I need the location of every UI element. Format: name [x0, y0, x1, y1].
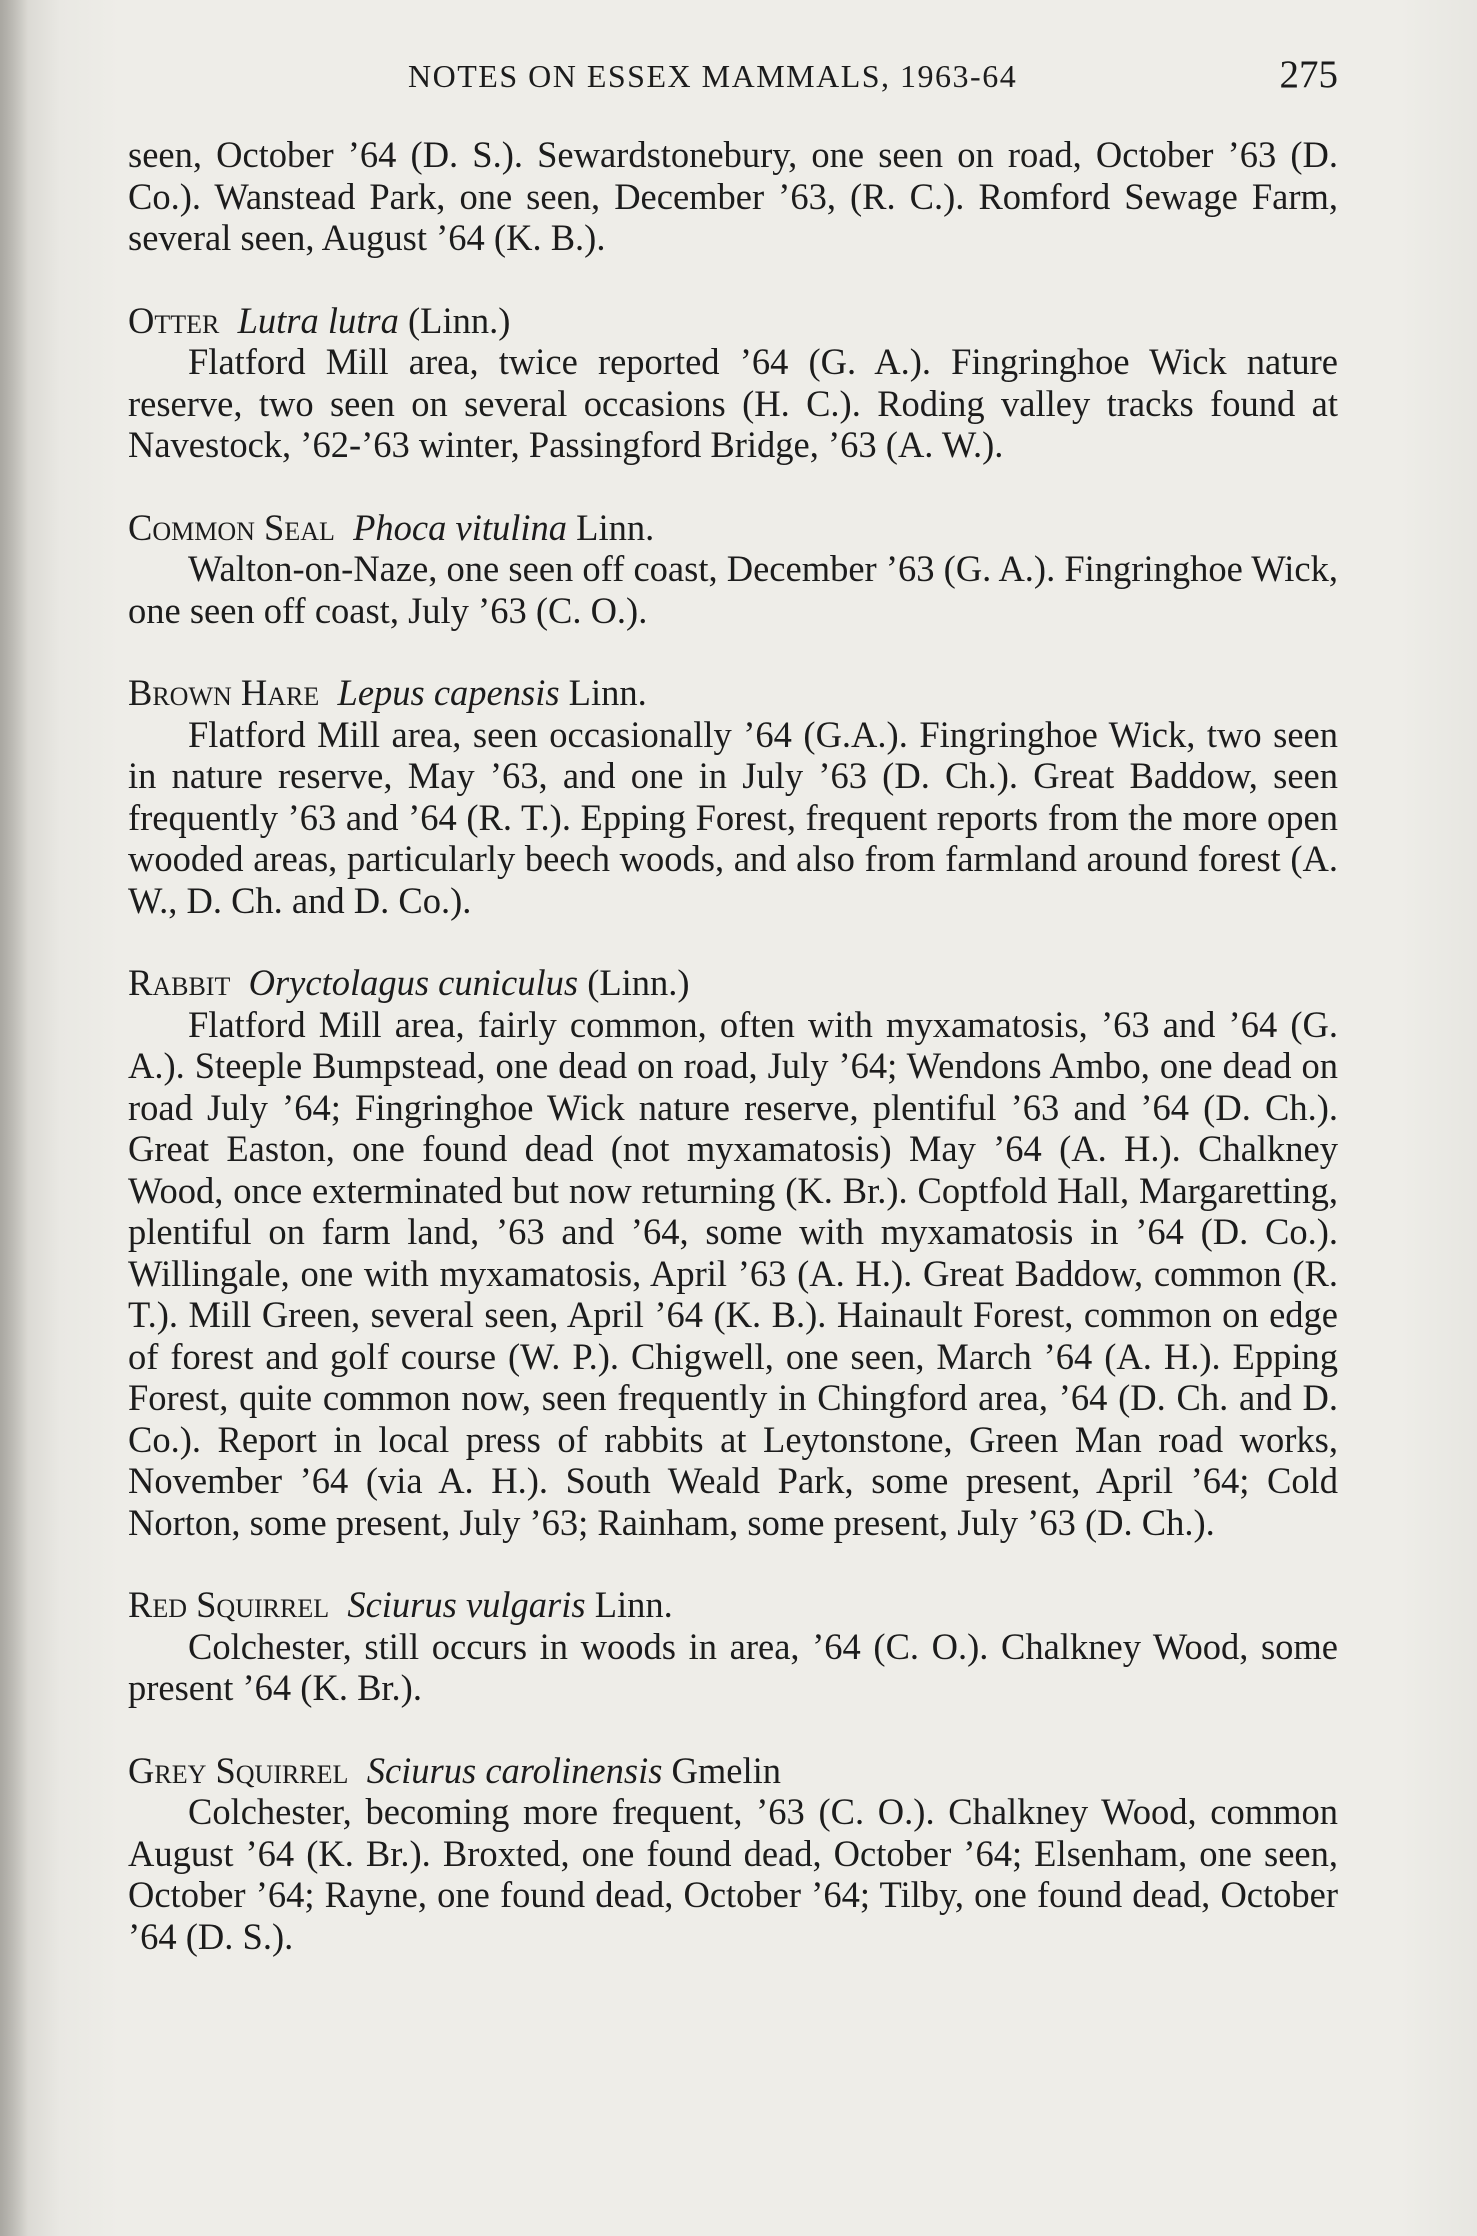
species-text: Colchester, still occurs in woods in area, ’64 (C. O.). Chalkney Wood, some present ’64 (K. Br.). — [128, 1625, 1338, 1708]
authority: (Linn.) — [408, 299, 511, 341]
species-entry-rabbit — [128, 962, 1338, 1543]
latin-name: Phoca vitulina — [353, 506, 568, 548]
page-header — [128, 52, 1338, 112]
latin-name: Oryctolagus cuniculus — [248, 962, 579, 1003]
species-text: Flatford Mill area, twice reported ’64 (G. A.). Fingringhoe Wick nature reserve, two seen on several occasions (H. C.). Roding valley tracks found at Navestock, ’62-’63 winter, Passingford Bridge, ’63 (A. W.). — [128, 341, 1338, 465]
latin-name: Lutra lutra — [237, 299, 399, 341]
species-entry-brown-hare — [128, 672, 1338, 921]
authority: Gmelin — [671, 1749, 782, 1791]
binding-shadow — [0, 0, 28, 2236]
species-heading — [128, 1584, 1338, 1626]
latin-name: Lepus capensis — [337, 672, 560, 713]
authority: Linn. — [576, 506, 655, 548]
common-name: Common Seal — [128, 506, 335, 548]
species-heading — [128, 507, 1338, 549]
page-content — [128, 134, 1338, 1957]
authority: Linn. — [568, 672, 647, 713]
latin-name: Sciurus carolinensis — [366, 1749, 663, 1791]
species-text: Walton-on-Naze, one seen off coast, December ’63 (G. A.). Fingringhoe Wick, one seen off coast, July ’63 (C. O.). — [128, 548, 1338, 631]
species-entry-red-squirrel — [128, 1584, 1338, 1709]
species-entry-grey-squirrel — [128, 1750, 1338, 1958]
latin-name: Sciurus vulgaris — [347, 1584, 586, 1625]
common-name: Rabbit — [128, 962, 231, 1003]
authority: Linn. — [594, 1584, 673, 1625]
continuation-paragraph: seen, October ’64 (D. S.). Sewardstonebury, one seen on road, October ’63 (D. Co.). Wanstead Park, one seen, December ’63, (R. C.). Romford Sewage Farm, several seen, August ’64 (K. B.). — [128, 134, 1338, 258]
species-heading — [128, 962, 1338, 1004]
species-heading — [128, 300, 1338, 342]
species-heading — [128, 672, 1338, 714]
authority: (Linn.) — [587, 962, 690, 1003]
common-name: Grey Squirrel — [128, 1749, 349, 1791]
common-name: Red Squirrel — [128, 1584, 330, 1625]
species-text: Flatford Mill area, fairly common, often with myxamatosis, ’63 and ’64 (G. A.). Steeple Bumpstead, one dead on road, July ’64; Wendons Ambo, one dead on road July ’64; Fingringhoe Wick nature reserve, plentiful ’63 and ’64 (D. Ch.). Great Easton, one found dead (not myxamatosis) May ’64 (A. H.). Chalkney Wood, once exterminated but now returning (K. Br.). Coptfold Hall, Margaretting, plentiful on farm land, ’63 and ’64, some with myxamatosis in ’64 (D. Co.). Willingale, one with myxamatosis, April ’63 (A. H.). Great Baddow, common (R. T.). Mill Green, several seen, April ’64 (K. B.). Hainault Forest, common on edge of forest and golf course (W. P.). Chigwell, one seen, March ’64 (A. H.). Epping Forest, quite common now, seen frequently in Chingford area, ’64 (D. Ch. and D. Co.). Report in local press of rabbits at Leytonstone, Green Man road works, November ’64 (via A. H.). South Weald Park, some present, April ’64; Cold Norton, some present, July ’63; Rainham, some present, July ’63 (D. Ch.). — [128, 1003, 1338, 1543]
common-name: Brown Hare — [128, 672, 320, 713]
species-heading — [128, 1750, 1338, 1792]
species-entry-otter — [128, 300, 1338, 466]
species-text: Flatford Mill area, seen occasionally ’64 (G.A.). Fingringhoe Wick, two seen in nature reserve, May ’63, and one in July ’63 (D. Ch.). Great Baddow, seen frequently ’63 and ’64 (R. T.). Epping Forest, frequent reports from the more open wooded areas, particularly beech woods, and also from farmland around forest (A. W., D. Ch. and D. Co.). — [128, 713, 1338, 921]
page-number: 275 — [1279, 53, 1338, 96]
species-entry-common-seal — [128, 507, 1338, 632]
common-name: Otter — [128, 299, 220, 341]
species-text: Colchester, becoming more frequent, ’63 (C. O.). Chalkney Wood, common August ’64 (K. Br.). Broxted, one found dead, October ’64; Elsenham, one seen, October ’64; Rayne, one found dead, October ’64; Tilby, one found dead, October ’64 (D. S.). — [128, 1791, 1338, 1957]
running-head: NOTES ON ESSEX MAMMALS, 1963-64 — [408, 58, 1018, 94]
